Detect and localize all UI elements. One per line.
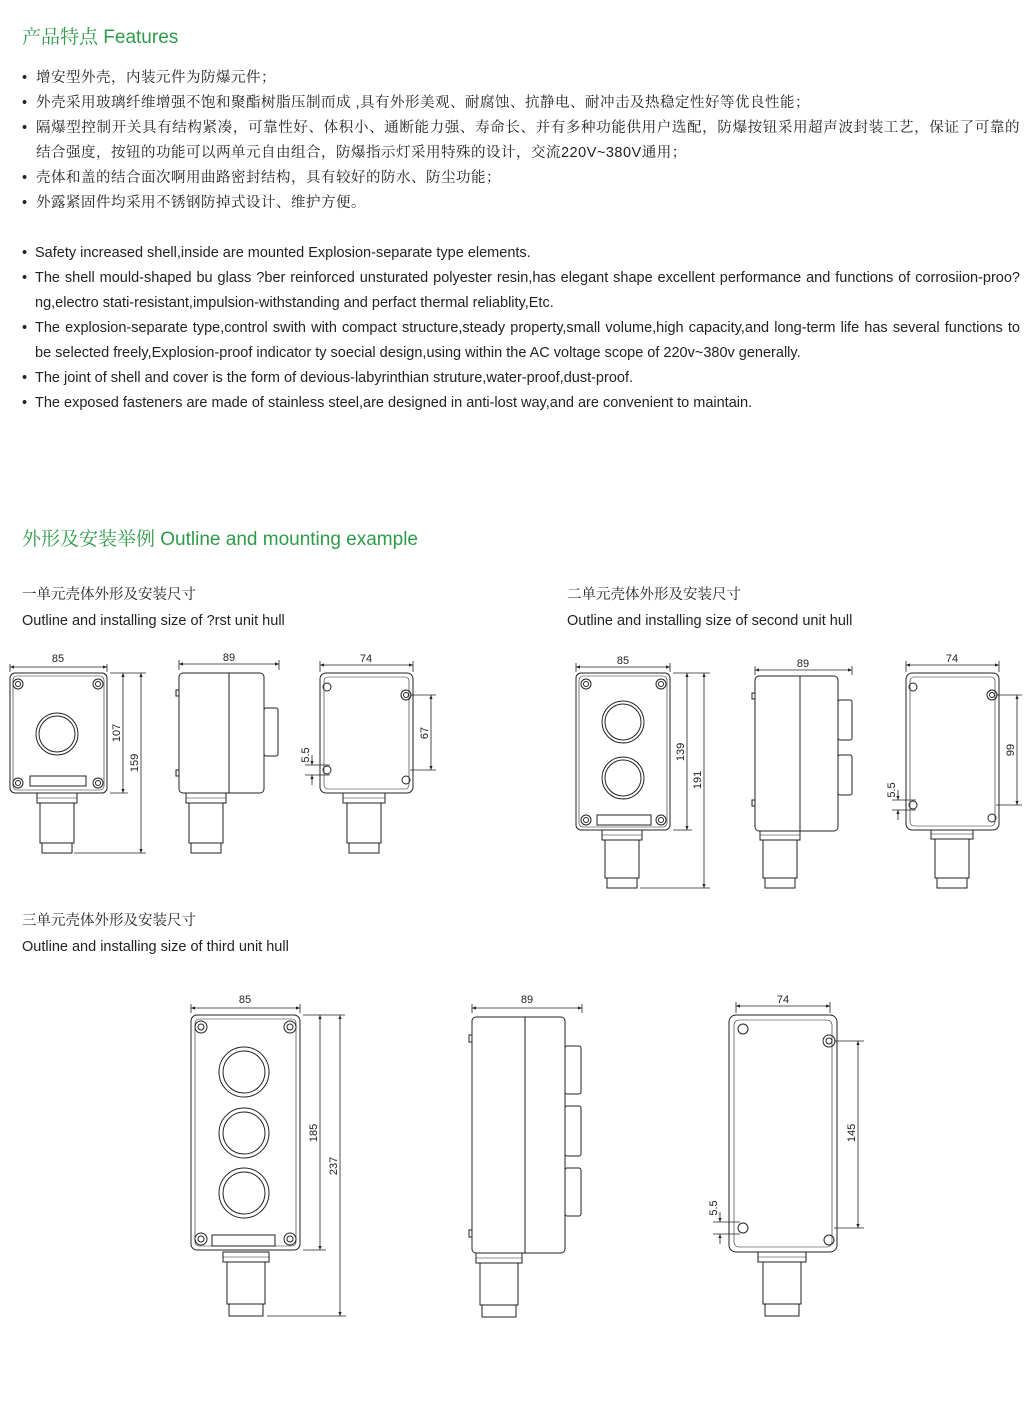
- list-item: • 增安型外壳，内装元件为防爆元件；: [22, 66, 1020, 91]
- unit3-caption-en: Outline and installing size of third unit hull: [22, 939, 289, 955]
- unit1-caption-cn: 一单元壳体外形及安装尺寸: [22, 587, 196, 603]
- unit2-front-height2: 191: [692, 770, 704, 790]
- unit1-front-view: [10, 673, 107, 853]
- unit3-side-width: 89: [520, 994, 534, 1006]
- unit2-back-width: 74: [945, 653, 959, 665]
- unit3-front-height1: 185: [308, 1123, 320, 1143]
- list-item: • 外壳采用玻璃纤维增强不饱和聚酯树脂压制而成 ,具有外形美观、耐腐蚀、抗静电、耐冲击及热稳定性好等优良性能；: [22, 91, 1020, 116]
- unit2-side-width: 89: [796, 658, 810, 670]
- unit3-back-width: 74: [776, 994, 790, 1006]
- unit3-back-view: [729, 1015, 837, 1316]
- unit2-front-height1: 139: [675, 742, 687, 762]
- list-item: • Safety increased shell,inside are mounted Explosion-separate type elements.: [22, 241, 1020, 266]
- list-item: • The joint of shell and cover is the form of devious-labyrinthian struture,water-proof,dust-proof.: [22, 366, 1020, 391]
- unit3-caption-cn: 三单元壳体外形及安装尺寸: [22, 913, 196, 929]
- list-item: • 壳体和盖的结合面次啊用曲路密封结构，具有较好的防水、防尘功能；: [22, 166, 1020, 191]
- unit2-hole-size: 5.5: [886, 782, 898, 798]
- unit2-front-view: [576, 673, 670, 888]
- list-item: • The shell mould-shaped bu glass ?ber reinforced unsturated polyester resin,has elegant shape excellent performance and functions of corrosiion-proo?ng,electro stati-resistant,impulsion-withstanding and perfact thermal reliablity,Etc.: [22, 266, 1020, 316]
- unit3-front-height2: 237: [328, 1156, 340, 1176]
- list-item: • The explosion-separate type,control swith with compact structure,steady property,small volume,high capacity,and long-term life has several functions to be selected freely,Explosion-proof indicator ty soecial design,using within the AC voltage scope of 220v~380v generally.: [22, 316, 1020, 366]
- list-item: • 隔爆型控制开关具有结构紧凑，可靠性好、体积小、通断能力强、寿命长、并有多种功能供用户选配，防爆按钮采用超声波封装工艺，保证了可靠的结合强度，按钮的功能可以两单元自由组合，防爆指示灯采用特殊的设计，交流220V~380V通用；: [22, 116, 1020, 166]
- unit1-back-height: 67: [419, 726, 431, 740]
- unit3-side-view: [469, 1017, 581, 1317]
- unit2-back-dims: [892, 661, 1022, 820]
- unit3-front-view: [191, 1015, 300, 1316]
- features-title: 产品特点 Features: [22, 27, 179, 48]
- unit1-side-width: 89: [222, 652, 236, 664]
- unit3-front-dims: [191, 1004, 346, 1316]
- unit1-front-height1: 107: [111, 723, 123, 743]
- outline-title: 外形及安装举例 Outline and mounting example: [22, 529, 418, 550]
- unit2-back-height: 99: [1005, 743, 1017, 757]
- unit2-front-width: 85: [616, 655, 630, 667]
- unit1-front-width: 85: [51, 653, 65, 665]
- unit3-back-dims: [713, 1002, 864, 1244]
- unit3-hole-size: 5.5: [708, 1200, 720, 1216]
- unit1-back-width: 74: [359, 653, 373, 665]
- unit2-caption-en: Outline and installing size of second unit hull: [567, 613, 853, 629]
- list-item: • The exposed fasteners are made of stainless steel,are designed in anti-lost way,and are convenient to maintain.: [22, 391, 1020, 416]
- unit1-back-view: [320, 673, 413, 853]
- unit1-caption-en: Outline and installing size of ?rst unit hull: [22, 613, 285, 629]
- unit1-hole-size: 5.5: [300, 747, 312, 763]
- unit2-front-dims: [576, 663, 710, 888]
- unit1-side-view: [176, 673, 278, 853]
- unit2-back-view: [906, 673, 999, 888]
- unit1-front-dims: [10, 664, 146, 853]
- unit3-front-width: 85: [238, 994, 252, 1006]
- unit1-front-height2: 159: [129, 753, 141, 773]
- unit2-caption-cn: 二单元壳体外形及安装尺寸: [567, 587, 741, 603]
- list-item: • 外露紧固件均采用不锈钢防掉式设计、维护方便。: [22, 191, 1020, 216]
- unit3-back-height: 145: [846, 1123, 858, 1143]
- unit2-side-view: [752, 676, 852, 888]
